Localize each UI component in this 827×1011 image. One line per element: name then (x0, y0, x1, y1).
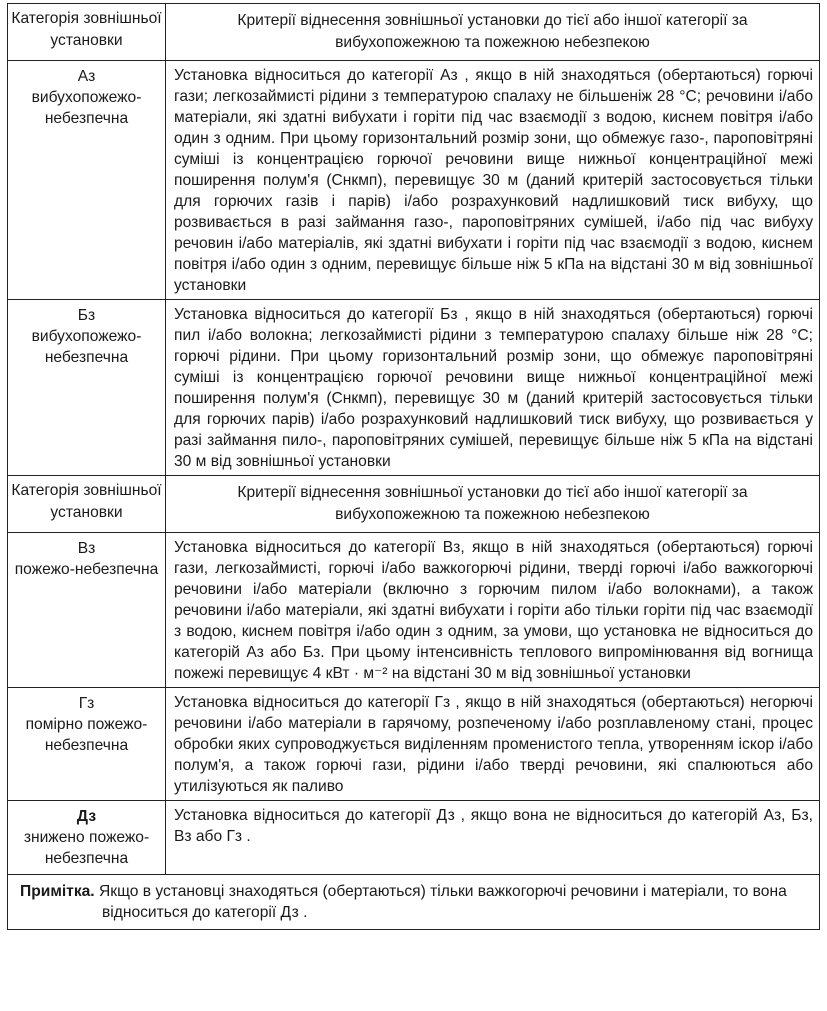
category-cell (8, 533, 166, 688)
category-code: Гз (78, 695, 95, 712)
header-category-cell: Категорія зовнішньої установки (8, 476, 166, 533)
header-row (8, 4, 820, 61)
category-name: вибухопожежо-небезпечна (31, 89, 142, 127)
category-table (7, 3, 820, 930)
table-row (8, 61, 820, 300)
category-name: помірно пожежо-небезпечна (25, 716, 148, 754)
category-code: Вз (77, 540, 96, 557)
category-cell (8, 300, 166, 476)
header-criteria-cell: Критерії віднесення зовнішньої установки до тієї або іншої категорії за вибухопожежною та пожежною небезпекою (166, 476, 820, 533)
category-cell (8, 61, 166, 300)
category-cell (8, 688, 166, 801)
note-text-line2: відноситься до категорії Дз . (102, 904, 308, 921)
note-cell (8, 875, 820, 930)
note-text-line1: Якщо в установці знаходяться (обертаються) тільки важкогорючі речовини і матеріали, то вона (98, 883, 787, 900)
category-name: вибухопожежо-небезпечна (31, 328, 142, 366)
category-code: Дз (76, 808, 97, 825)
criteria-cell: Установка відноситься до категорії Бз , якщо в ній знаходяться (обертаються) горючі пил і/або волокна; легкозаймисті рідини з температурою спалаху більше ніж 28 °С; горючі рідини. При цьому горизонтальний розмір зони, що обмежує пароповітряні суміші із концентрацією горючої речовини вище нижньої концентраційної межі поширення полум'я (Cнкмп), перевищує 30 м (даний критерій застосовується тільки для горючих парів) і/або розрахунковий надлишковий тиск вибуху, що розвивається у разі займання пило-, пароповітряних сумішей, перевищує більше ніж 5 кПа на відстані 30 м від зовнішньої установки (166, 300, 820, 476)
category-code: Аз (77, 68, 96, 85)
category-cell (8, 801, 166, 875)
category-name: пожежо-небезпечна (14, 561, 159, 578)
category-name: знижено пожежо-небезпечна (23, 829, 150, 867)
table-row (8, 300, 820, 476)
header-row-repeat (8, 476, 820, 533)
note-row (8, 875, 820, 930)
header-category-cell: Категорія зовнішньої установки (8, 4, 166, 61)
criteria-cell: Установка відноситься до категорії Вз, якщо в ній знаходяться (обертаються) горючі гази, легкозаймисті, горючі і/або важкогорючі рідини, тверді горючі і/або важкогорючі речовини і/або матеріали (включно з горючим пилом і/або волокнами), а також речовини і/або матеріали, які здатні вибухати і горіти або тільки горіти під час взаємодії з водою, киснем повітря і/або один з одним, за умови, що установка не відноситься до категорій Аз або Бз. При цьому інтенсивність теплового випромінювання від вогнища пожежі перевищує 4 кВт · м⁻² на відстані 30 м від зовнішньої установки (166, 533, 820, 688)
table-row (8, 688, 820, 801)
table-row (8, 801, 820, 875)
criteria-cell: Установка відноситься до категорії Гз , якщо в ній знаходяться (обертаються) негорючі речовини і/або матеріали в гарячому, розпеченому і/або розплавленому стані, процес обробки яких супроводжується виділенням променистого тепла, утворенням іскор і/або полум'я, а також горючі гази, рідини і/або тверді речовини, які спалюються або утилізуються як паливо (166, 688, 820, 801)
table-row (8, 533, 820, 688)
criteria-cell: Установка відноситься до категорії Аз , якщо в ній знаходяться (обертаються) горючі гази; легкозаймисті рідини з температурою спалаху не більшеніж 28 °С; речовини і/або матеріали, які здатні вибухати і горіти під час взаємодії з водою, киснем повітря і/або один з одним. При цьому горизонтальний розмір зони, що обмежує газо-, пароповітряні суміші із концентрацією горючої речовини вище нижньої концентраційної межі поширення полум'я (Cнкмп), перевищує 30 м (даний критерій застосовується тільки для горючих газів і парів) і/або розрахунковий надлишковий тиск вибуху, що розвивається в разі займання газо-, пароповітряних сумішей, і/або під час вибуху речовин і/або матеріалів, які здатні вибухати і горіти під час взаємодії з водою, киснем повітря і/або один з одним, перевищує більше ніж 5 кПа на відстані 30 м від зовнішньої установки (166, 61, 820, 300)
header-criteria-cell: Критерії віднесення зовнішньої установки до тієї або іншої категорії за вибухопожежною та пожежною небезпекою (166, 4, 820, 61)
category-code: Бз (77, 307, 96, 324)
note-label: Примітка. (20, 883, 95, 900)
criteria-cell: Установка відноситься до категорії Дз , якщо вона не відноситься до категорій Аз, Бз, Вз або Гз . (166, 801, 820, 875)
